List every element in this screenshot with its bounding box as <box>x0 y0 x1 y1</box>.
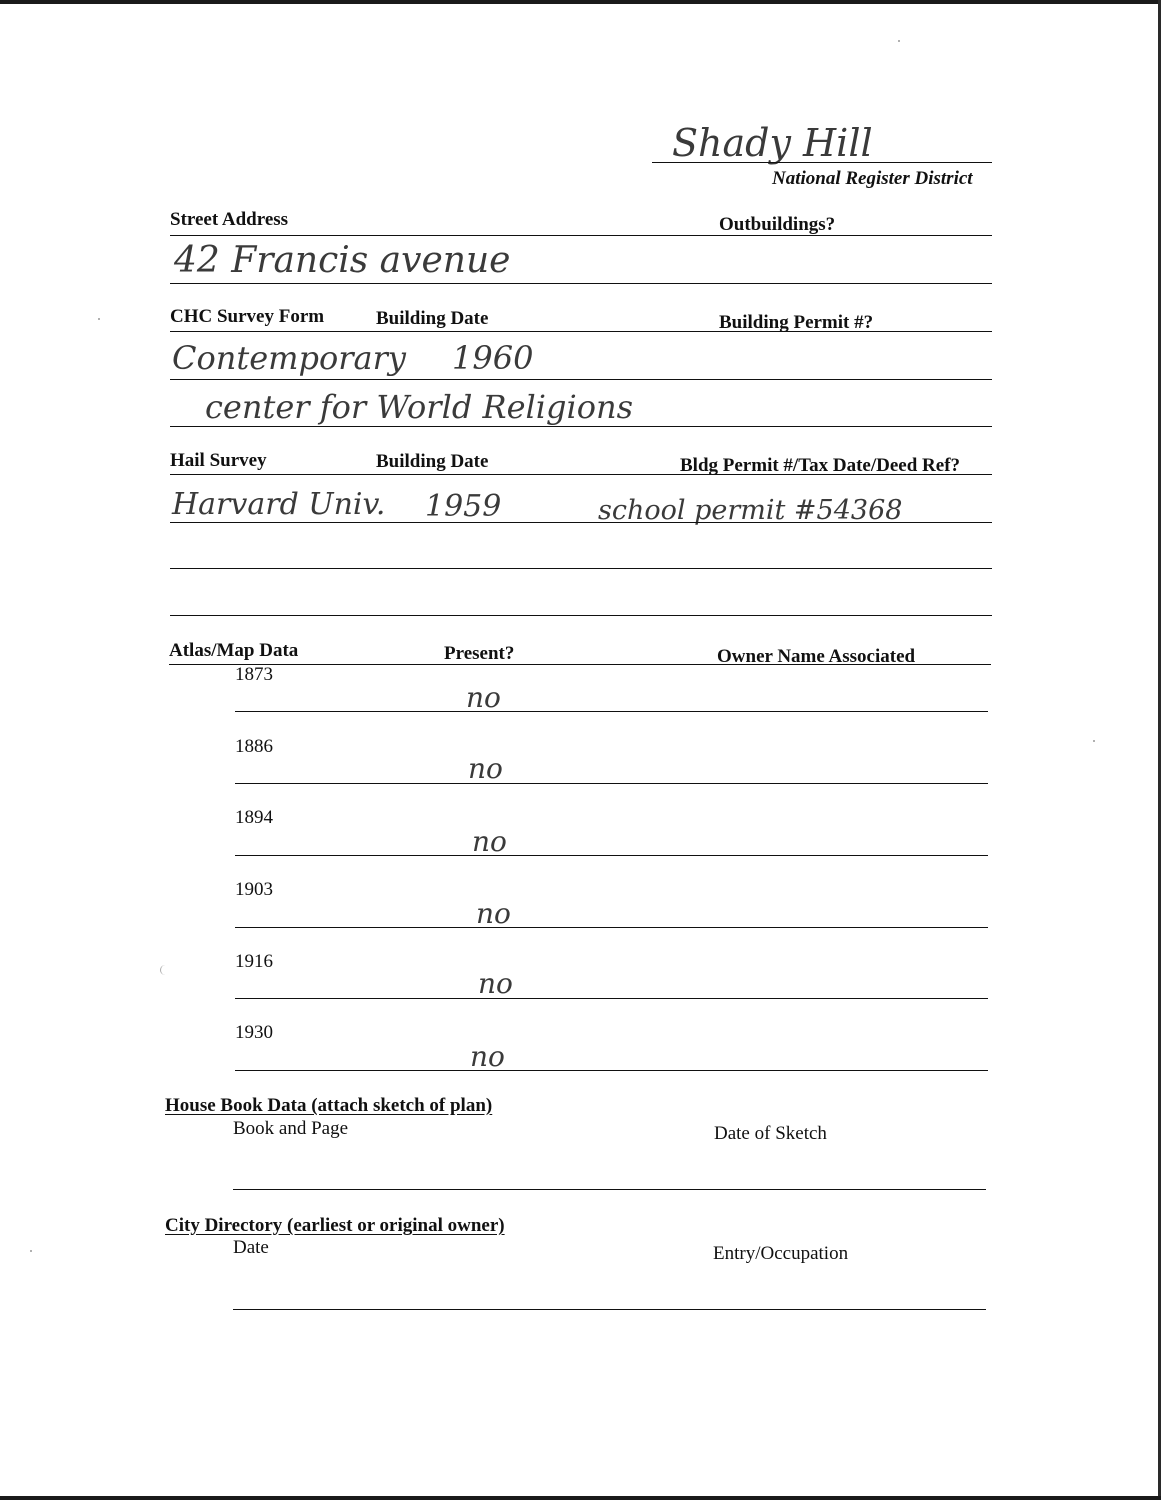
atlas-year-1873: 1873 <box>235 664 273 685</box>
street-address-handwritten: 42 Francis avenue <box>174 240 511 281</box>
atlas-present-1916: no <box>478 967 513 1000</box>
atlas-present-1873: no <box>466 681 501 714</box>
atlas-present-label: Present? <box>444 643 515 664</box>
scan-speck <box>98 318 100 320</box>
atlas-row-rule-1916 <box>235 998 988 999</box>
atlas-year-1916: 1916 <box>235 951 273 972</box>
book-and-page-label: Book and Page <box>233 1118 349 1139</box>
district-caption: National Register District <box>772 168 973 189</box>
street-label-rule <box>170 235 992 236</box>
chc-entry-rule-2 <box>170 426 992 427</box>
chc-entry-rule-1 <box>170 379 992 380</box>
atlas-row-rule-1873 <box>235 711 988 712</box>
scan-speck <box>1093 740 1095 742</box>
scan-edge-bottom <box>0 1496 1161 1500</box>
district-underline <box>652 162 992 163</box>
hail-label-rule <box>170 474 992 475</box>
date-of-sketch-label: Date of Sketch <box>714 1123 827 1144</box>
city-directory-label: City Directory (earliest or original owner) <box>165 1215 505 1236</box>
scan-speck <box>898 40 900 42</box>
hail-entry-rule-2 <box>170 568 992 569</box>
house-book-label: House Book Data (attach sketch of plan) <box>165 1095 493 1116</box>
district-name-handwritten: Shady Hill <box>672 121 873 165</box>
chc-building-date-label: Building Date <box>376 308 489 329</box>
hail-entry-rule-1 <box>170 522 992 523</box>
city-directory-entry-rule <box>233 1309 986 1310</box>
entry-occupation-label: Entry/Occupation <box>713 1243 849 1264</box>
atlas-owner-label: Owner Name Associated <box>717 646 916 667</box>
chc-survey-form-label: CHC Survey Form <box>170 306 325 327</box>
chc-label-rule <box>170 331 992 332</box>
scan-edge-top <box>0 0 1161 4</box>
atlas-present-1894: no <box>472 825 507 858</box>
hail-survey-label: Hail Survey <box>170 450 267 471</box>
city-directory-date-label: Date <box>233 1237 269 1258</box>
chc-style-handwritten: Contemporary <box>172 339 406 377</box>
atlas-map-label: Atlas/Map Data <box>169 640 299 661</box>
hail-entry-rule-3 <box>170 615 992 616</box>
atlas-present-1886: no <box>468 752 503 785</box>
scan-speck <box>160 965 167 975</box>
atlas-label-rule <box>169 664 991 665</box>
chc-date-handwritten: 1960 <box>452 339 534 377</box>
atlas-row-rule-1886 <box>235 783 988 784</box>
house-book-entry-rule <box>233 1189 986 1190</box>
hail-permit-handwritten: school permit #54368 <box>598 495 903 526</box>
atlas-present-1930: no <box>470 1040 505 1073</box>
hail-survey-handwritten: Harvard Univ. <box>172 487 386 522</box>
atlas-year-1894: 1894 <box>235 807 273 828</box>
street-entry-rule <box>170 283 992 284</box>
atlas-year-1930: 1930 <box>235 1022 273 1043</box>
hail-building-date-label: Building Date <box>376 451 489 472</box>
scan-speck <box>30 1250 32 1252</box>
hail-permit-label: Bldg Permit #/Tax Date/Deed Ref? <box>680 455 961 476</box>
chc-building-permit-label: Building Permit #? <box>719 312 874 333</box>
atlas-year-1886: 1886 <box>235 736 273 757</box>
outbuildings-label: Outbuildings? <box>719 214 836 235</box>
chc-note-handwritten: center for World Religions <box>205 388 633 426</box>
street-address-label: Street Address <box>170 209 289 230</box>
atlas-present-1903: no <box>476 897 511 930</box>
atlas-year-1903: 1903 <box>235 879 273 900</box>
atlas-row-rule-1930 <box>235 1070 988 1071</box>
hail-date-handwritten: 1959 <box>425 489 502 524</box>
atlas-row-rule-1903 <box>235 927 988 928</box>
atlas-row-rule-1894 <box>235 855 988 856</box>
